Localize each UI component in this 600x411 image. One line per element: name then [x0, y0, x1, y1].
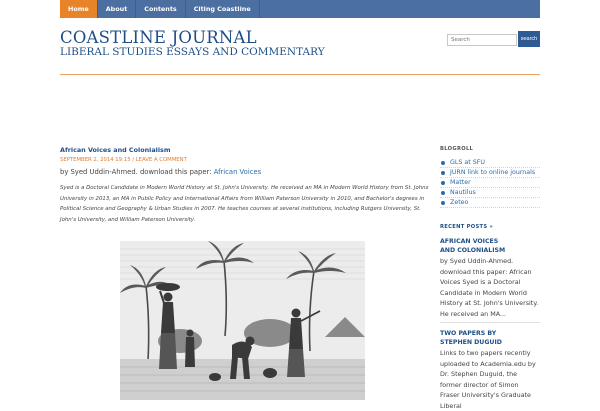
blogroll-list — [440, 158, 540, 208]
post-illustration — [120, 241, 365, 400]
blogroll-link[interactable]: Zeteo — [440, 198, 540, 208]
post-title[interactable]: African Voices and Colonialism — [60, 146, 171, 154]
blogroll-link[interactable]: Matter — [440, 178, 540, 188]
blogroll-link[interactable]: GLS at SFU — [440, 158, 540, 168]
engraving-image — [120, 241, 365, 400]
post-abstract: Syed is a Doctoral Candidate in Modern World History at St. John's University. He received an MA in Modern World History from St. Johns University in 2013, an MA in Public Policy and International Affairs from William Paterson University in 2010, and Bachelor's degrees in Political Science and Geography & Urban Studies in 2007. He teaches courses at several institutions, including Rutgers University, St. John's University, and William Paterson University. — [60, 185, 429, 223]
search-input[interactable] — [447, 34, 517, 46]
blogroll-heading: BLOGROLL — [440, 146, 474, 152]
top-bar — [0, 0, 600, 18]
recent-post-title[interactable] — [440, 238, 540, 255]
post-byline — [60, 168, 261, 176]
post-byline-text: by Syed Uddin-Ahmed. download this paper: — [60, 168, 212, 176]
recent-post-title-line: AFRICAN VOICES — [440, 238, 499, 245]
recent-post-excerpt: Links to two papers recently uploaded to Academia.edu by Dr. Stephen Duguid, the former director of Simon Fraser University's Graduate Liberal — [440, 349, 536, 410]
blogroll-link[interactable]: Nautilus — [440, 188, 540, 198]
nav-about[interactable]: About — [98, 0, 137, 18]
post-meta[interactable]: SEPTEMBER 2, 2014 19:15 / LEAVE A COMMENT — [60, 157, 187, 163]
sidebar-divider — [440, 322, 540, 323]
download-paper-link[interactable]: African Voices — [213, 168, 262, 176]
blogroll-link[interactable]: JURN link to online journals — [440, 168, 540, 178]
search-button[interactable]: search — [518, 31, 540, 47]
main-nav — [60, 0, 540, 18]
recent-posts-heading[interactable]: RECENT POSTS » — [440, 224, 494, 230]
recent-post-title[interactable] — [440, 330, 540, 347]
recent-post-title-line: TWO PAPERS BY — [440, 330, 497, 337]
header-divider — [60, 74, 540, 75]
nav-citing-coastline[interactable]: Citing Coastline — [186, 0, 260, 18]
site-tagline: LIBERAL STUDIES ESSAYS AND COMMENTARY — [60, 46, 325, 58]
recent-post-excerpt: by Syed Uddin-Ahmed. download this paper: African Voices Syed is a Doctoral Candidate in Modern World History at St. John's University. He received an MA... — [440, 257, 539, 318]
nav-home[interactable]: Home — [60, 0, 98, 18]
site-title[interactable]: COASTLINE JOURNAL — [60, 28, 257, 47]
recent-post-title-line: AND COLONIALISM — [440, 246, 506, 254]
nav-contents[interactable]: Contents — [136, 0, 185, 18]
recent-post-title-line: STEPHEN DUGUID — [440, 338, 502, 346]
